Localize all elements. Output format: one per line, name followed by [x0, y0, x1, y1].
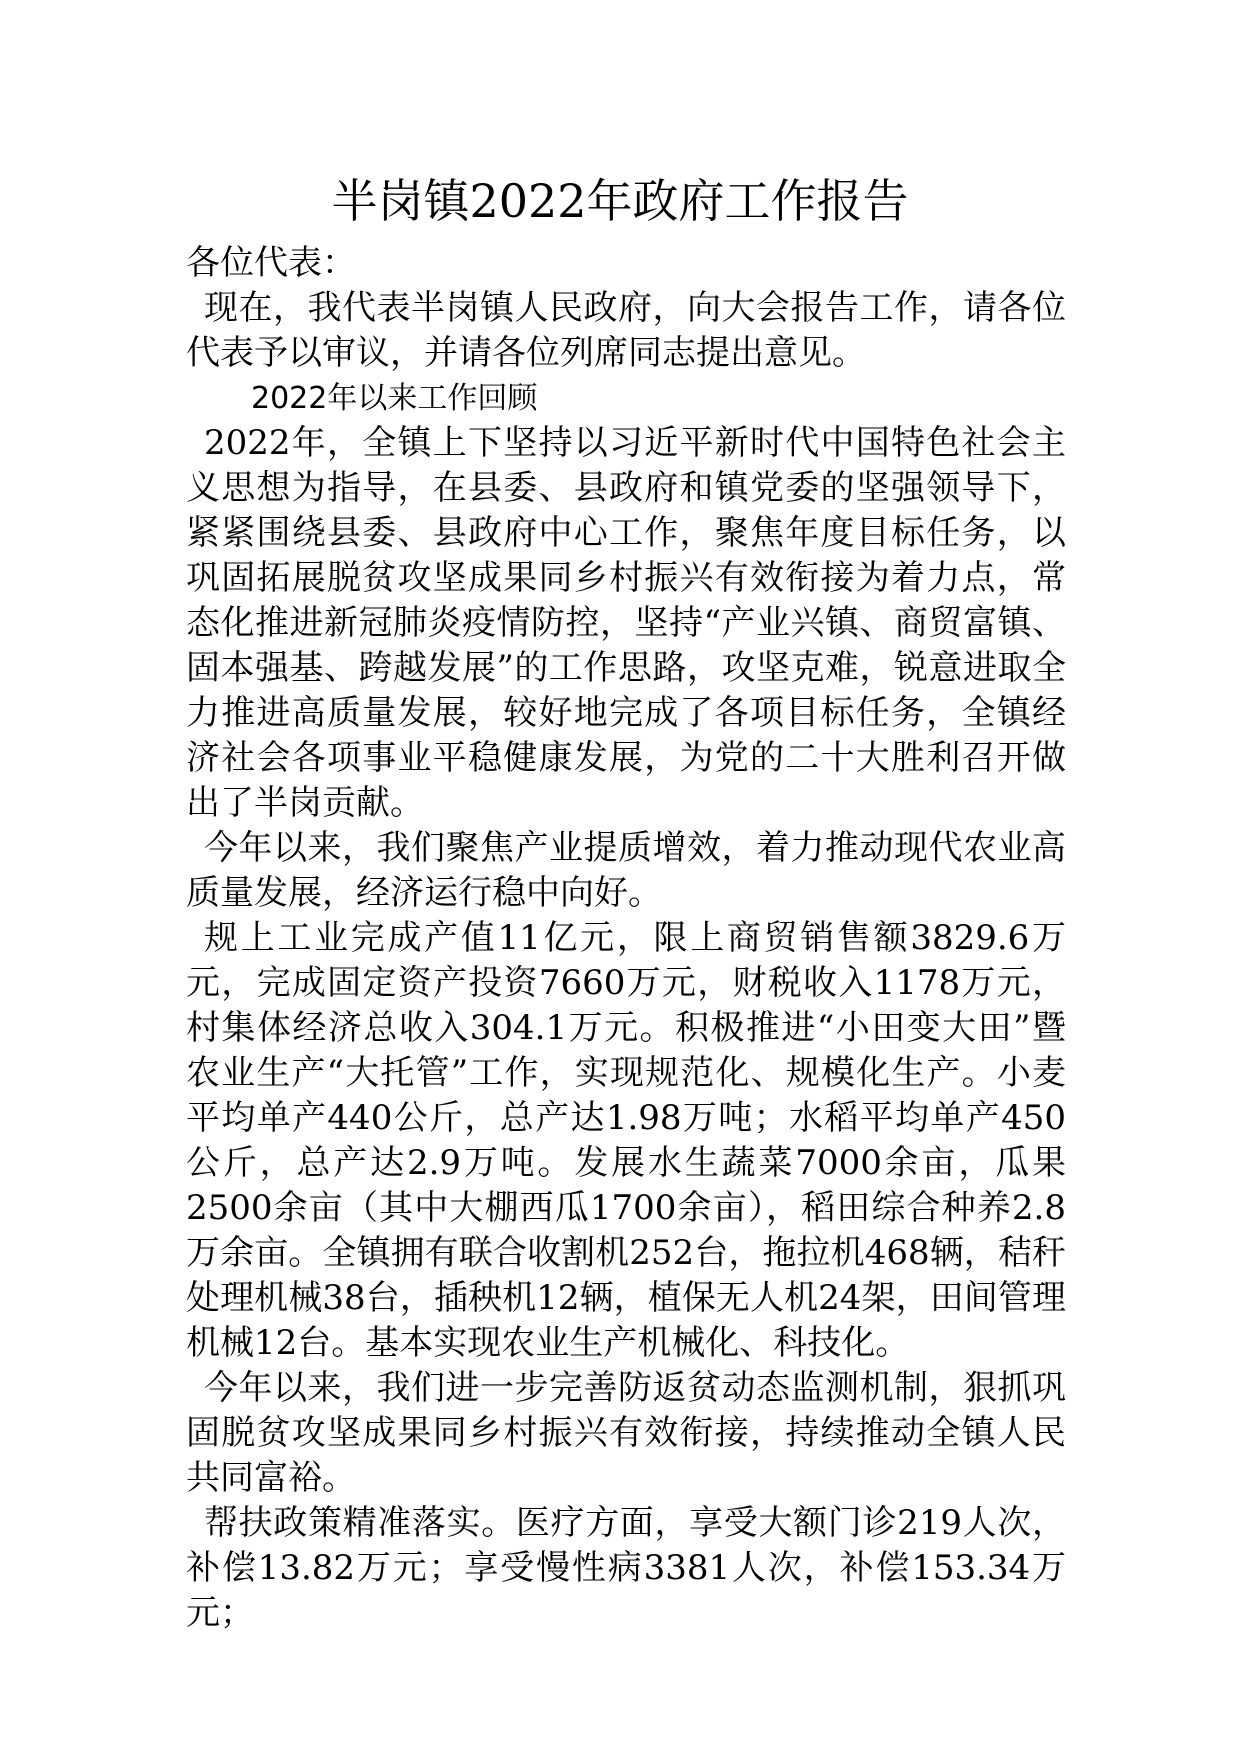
paragraph-poverty-prevention: 今年以来，我们进一步完善防返贫动态监测机制，狠抓巩固脱贫攻坚成果同乡村振兴有效衔接，持续推动全镇人民共同富裕。 — [186, 1368, 1066, 1498]
paragraph-intro: 现在，我代表半岗镇人民政府，向大会报告工作，请各位代表予以审议，并请各位列席同志提出意见。 — [186, 288, 1066, 373]
section-heading: 2022年以来工作回顾 — [251, 381, 538, 416]
paragraph-economy-stats: 规上工业完成产值11亿元，限上商贸销售额3829.6万元，完成固定资产投资7660万元，财税收入1178万元，村集体经济总收入304.1万元。积极推进“小田变大田”暨农业生产“大托管”工作，实现规范化、规模化生产。小麦平均单产440公斤，总产达1.98万吨；水稻平均单产450公斤，总产达2.9万吨。发展水生蔬菜7000余亩，瓜果2500余亩（其中大棚西瓜1700余亩），稻田综合种养2.8万余亩。全镇拥有联合收割机252台，拖拉机468辆，秸秆处理机械38台，插秧机12辆，植保无人机24架，田间管理机械12台。基本实现农业生产机械化、科技化。 — [186, 918, 1066, 1363]
document-title: 半岗镇2022年政府工作报告 — [331, 174, 909, 228]
paragraph-assistance-policy: 帮扶政策精准落实。医疗方面，享受大额门诊219人次，补偿13.82万元；享受慢性病3381人次，补偿153.34万元； — [186, 1503, 1066, 1633]
salutation: 各位代表： — [186, 243, 356, 283]
document-body — [186, 241, 1066, 1636]
paragraph-industry: 今年以来，我们聚焦产业提质增效，着力推动现代农业高质量发展，经济运行稳中向好。 — [186, 828, 1066, 913]
paragraph-overview: 2022年，全镇上下坚持以习近平新时代中国特色社会主义思想为指导，在县委、县政府和镇党委的坚强领导下，紧紧围绕县委、县政府中心工作，聚焦年度目标任务，以巩固拓展脱贫攻坚成果同乡村振兴有效衔接为着力点，常态化推进新冠肺炎疫情防控，坚持“产业兴镇、商贸富镇、固本强基、跨越发展”的工作思路，攻坚克难，锐意进取全力推进高质量发展，较好地完成了各项目标任务，全镇经济社会各项事业平稳健康发展，为党的二十大胜利召开做出了半岗贡献。 — [186, 423, 1066, 823]
